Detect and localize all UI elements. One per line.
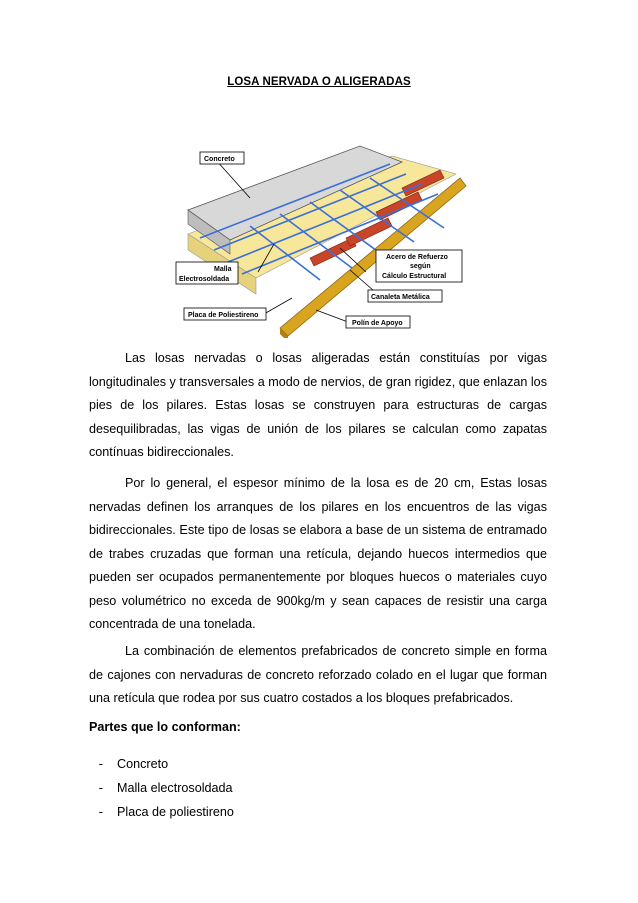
list-item: - Placa de poliestireno bbox=[89, 800, 234, 824]
label-polin: Polín de Apoyo bbox=[352, 320, 403, 327]
paragraph-1: Las losas nervadas o losas aligeradas están constituías por vigas longitudinales y transversales a modo de nervios, de gran rigidez, que enlazan los pies de los pilares. Estas losas se construyen para estructuras de cargas desequilibradas, las vigas de unión de los pilares se calculan como zapatas contínuas bidireccionales. bbox=[89, 351, 547, 459]
document-title: LOSA NERVADA O ALIGERADAS bbox=[227, 76, 411, 88]
list-marker: - bbox=[98, 781, 103, 795]
paragraph-3: La combinación de elementos prefabricados de concreto simple en forma de cajones con nervaduras de concreto reforzado colado en el lugar que forman una retícula que rodea por sus cuatro costados a los bloques prefabricados. bbox=[89, 644, 547, 705]
slab-diagram bbox=[170, 138, 470, 338]
list-item: - Malla electrosoldada bbox=[89, 776, 234, 800]
parts-list bbox=[89, 752, 234, 824]
label-calculo: Cálculo Estructural bbox=[382, 273, 447, 280]
list-marker: - bbox=[98, 805, 103, 819]
list-item: - Concreto bbox=[89, 752, 234, 776]
label-acero: Acero de Refuerzo bbox=[386, 254, 448, 261]
label-electrosoldada: Electrosoldada bbox=[179, 276, 230, 283]
parts-heading: Partes que lo conforman: bbox=[89, 720, 241, 734]
label-malla: Malla bbox=[214, 266, 232, 273]
label-segun: según bbox=[410, 263, 431, 270]
list-marker: - bbox=[98, 757, 103, 771]
label-placa: Placa de Poliestireno bbox=[188, 312, 259, 319]
label-concreto: Concreto bbox=[204, 156, 235, 163]
paragraph-2: Por lo general, el espesor mínimo de la losa es de 20 cm, Estas losas nervadas definen los arranques de los pilares en los encuentros de las vigas bidireccionales. Este tipo de losas se elabora a base de un sistema de entramado de trabes cruzadas que forman una retícula, dejando huecos intermedios que pueden ser ocupados permanentemente por bloques huecos o materiales cuyo peso volumétrico no exceda de 900kg/m y sean capaces de resistir una carga concentrada de una tonelada. bbox=[89, 476, 547, 631]
label-canaleta: Canaleta Metálica bbox=[371, 294, 430, 301]
